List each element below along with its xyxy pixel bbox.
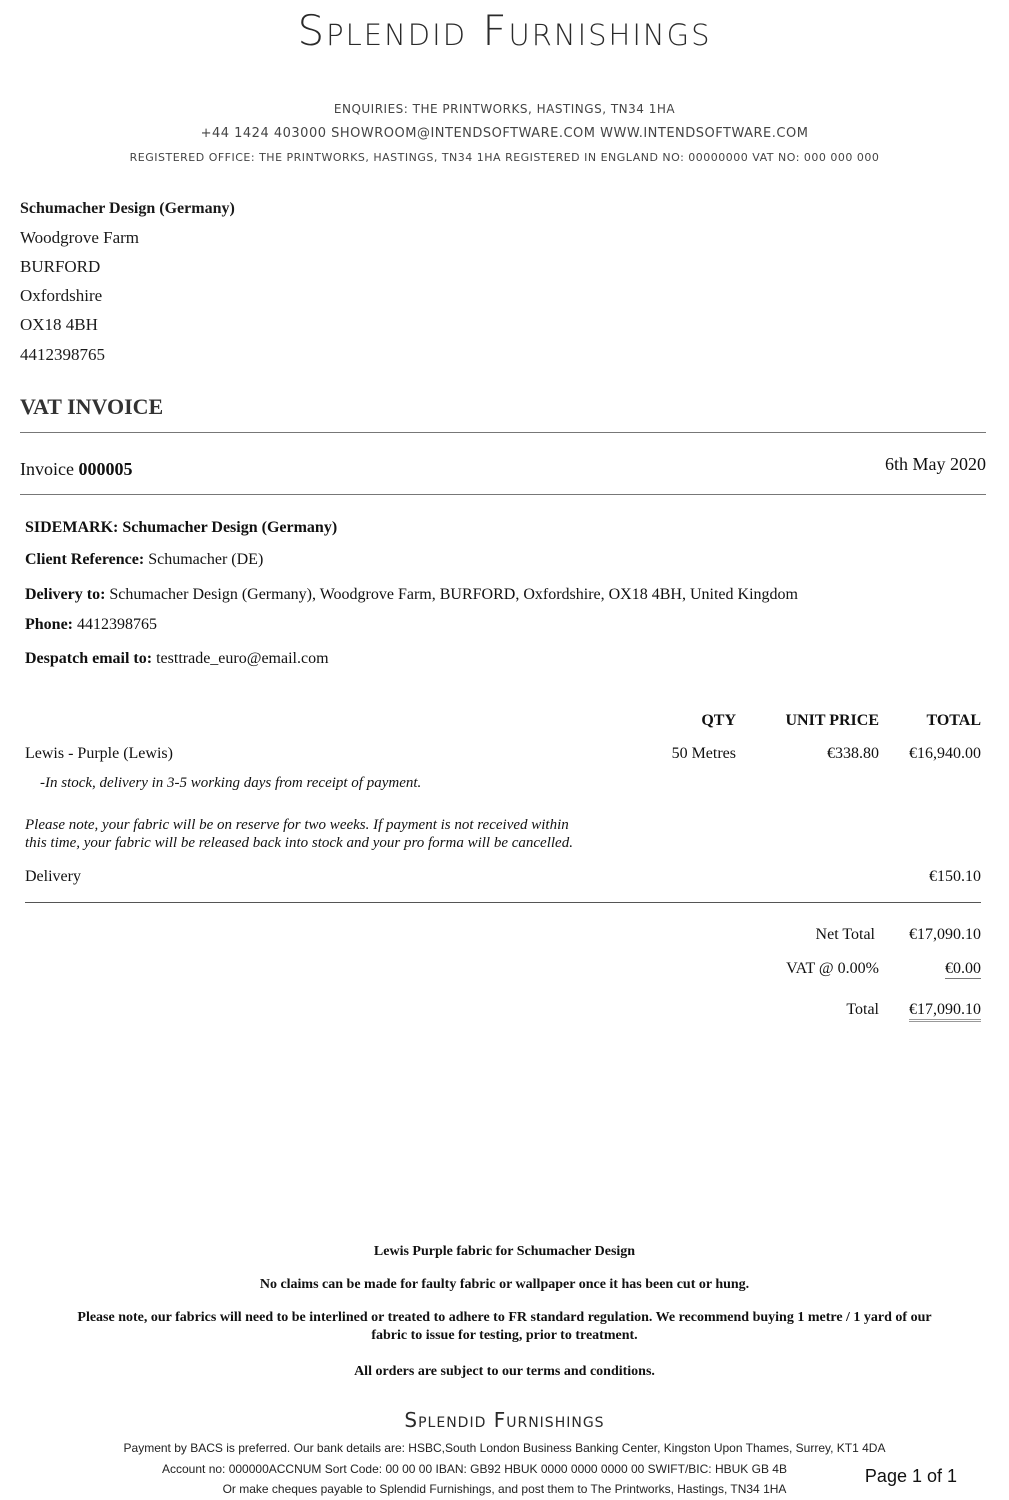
divider <box>20 432 986 433</box>
invoice-number-line <box>20 459 132 480</box>
client-reference-label: Client Reference: <box>25 551 145 568</box>
vat-value-text: €0.00 <box>945 960 981 977</box>
email-label: Despatch email to: <box>25 650 153 667</box>
item-qty: 50 Metres <box>671 745 736 762</box>
document-title: VAT INVOICE <box>20 394 164 419</box>
recipient-address-line: OX18 4BH <box>20 315 98 334</box>
page-number: Page 1 of 1 <box>864 1466 957 1486</box>
delivery-address <box>25 586 798 604</box>
reserve-note-line: Please note, your fabric will be on reserve for two weeks. If payment is not received within <box>25 817 569 833</box>
phone <box>25 616 157 634</box>
phone-value: 4412398765 <box>77 616 157 633</box>
phone-label: Phone: <box>25 616 73 633</box>
client-reference <box>25 551 263 569</box>
recipient-name: Schumacher Design (Germany) <box>20 200 235 217</box>
client-reference-value: Schumacher (DE) <box>148 551 264 568</box>
contact-line: +44 1424 403000 SHOWROOM@INTENDSOFTWARE.COM WWW.INTENDSOFTWARE.COM <box>200 126 809 141</box>
reserve-note-line: this time, your fabric will be released back into stock and your pro forma will be cancelled. <box>25 835 573 851</box>
bank-details-line: Payment by BACS is preferred. Our bank details are: HSBC,South London Business Banking Center, Kingston Upon Thames, Surrey, KT1 4DA <box>123 1441 886 1455</box>
invoice-label: Invoice <box>20 459 74 479</box>
vat-label: VAT @ 0.00% <box>786 960 879 977</box>
footer-note: fabric to issue for testing, prior to treatment. <box>371 1328 638 1343</box>
recipient-address-line: Oxfordshire <box>20 286 103 305</box>
sidemark-value: Schumacher Design (Germany) <box>122 519 338 536</box>
footer-brand: Splendid Furnishings <box>404 1408 605 1432</box>
table-divider <box>25 902 981 903</box>
recipient-address-line: BURFORD <box>20 257 101 276</box>
enquiries-line: ENQUIRIES: THE PRINTWORKS, HASTINGS, TN34 1HA <box>333 102 676 116</box>
net-total-label: Net Total <box>815 926 875 943</box>
invoice-number: 000005 <box>78 459 133 479</box>
footer-note: Please note, our fabrics will need to be interlined or treated to adhere to FR standard regulation. We recommend buying 1 metre / 1 yard of our <box>77 1310 932 1325</box>
net-total-value: €17,090.10 <box>909 926 981 943</box>
invoice-date: 6th May 2020 <box>885 454 986 474</box>
bank-details-line: Account no: 000000ACCNUM Sort Code: 00 00 00 IBAN: GB92 HBUK 0000 0000 0000 00 SWIFT/BIC: HBUK GB 4B <box>162 1462 787 1476</box>
email-value: testtrade_euro@email.com <box>156 650 329 667</box>
recipient-phone: 4412398765 <box>20 345 105 364</box>
grand-total-label: Total <box>846 1001 879 1018</box>
delivery-label: Delivery to: <box>25 586 106 603</box>
vat-value <box>945 960 981 978</box>
footer-note: Lewis Purple fabric for Schumacher Design <box>373 1244 636 1259</box>
sidemark-label: SIDEMARK: <box>25 519 119 536</box>
item-stock-note: -In stock, delivery in 3-5 working days from receipt of payment. <box>40 775 422 791</box>
column-header-total: TOTAL <box>926 712 981 729</box>
footer-note: All orders are subject to our terms and conditions. <box>354 1364 655 1379</box>
recipient-address-line: Woodgrove Farm <box>20 228 140 247</box>
item-description: Lewis - Purple (Lewis) <box>25 745 173 762</box>
column-header-qty: QTY <box>701 712 736 729</box>
delivery-row-label: Delivery <box>25 868 81 885</box>
despatch-email <box>25 650 329 668</box>
column-header-unit-price: UNIT PRICE <box>785 712 879 729</box>
divider <box>20 494 986 495</box>
grand-total-value <box>909 1001 981 1019</box>
delivery-row-total: €150.10 <box>929 868 981 885</box>
delivery-value: Schumacher Design (Germany), Woodgrove Farm, BURFORD, Oxfordshire, OX18 4BH, United Kingdom <box>109 586 798 603</box>
item-total: €16,940.00 <box>909 745 981 762</box>
item-unit-price: €338.80 <box>827 745 879 762</box>
grand-total-value-text: €17,090.10 <box>909 1001 981 1022</box>
sidemark <box>25 519 337 537</box>
company-name: Splendid Furnishings <box>297 6 712 55</box>
registered-office-line: REGISTERED OFFICE: THE PRINTWORKS, HASTINGS, TN34 1HA REGISTERED IN ENGLAND NO: 00000000 VAT NO: 000 000 000 <box>129 151 880 164</box>
footer-note: No claims can be made for faulty fabric or wallpaper once it has been cut or hung. <box>259 1277 750 1292</box>
bank-details-line: Or make cheques payable to Splendid Furnishings, and post them to The Printworks, Hastings, TN34 1HA <box>222 1482 787 1496</box>
